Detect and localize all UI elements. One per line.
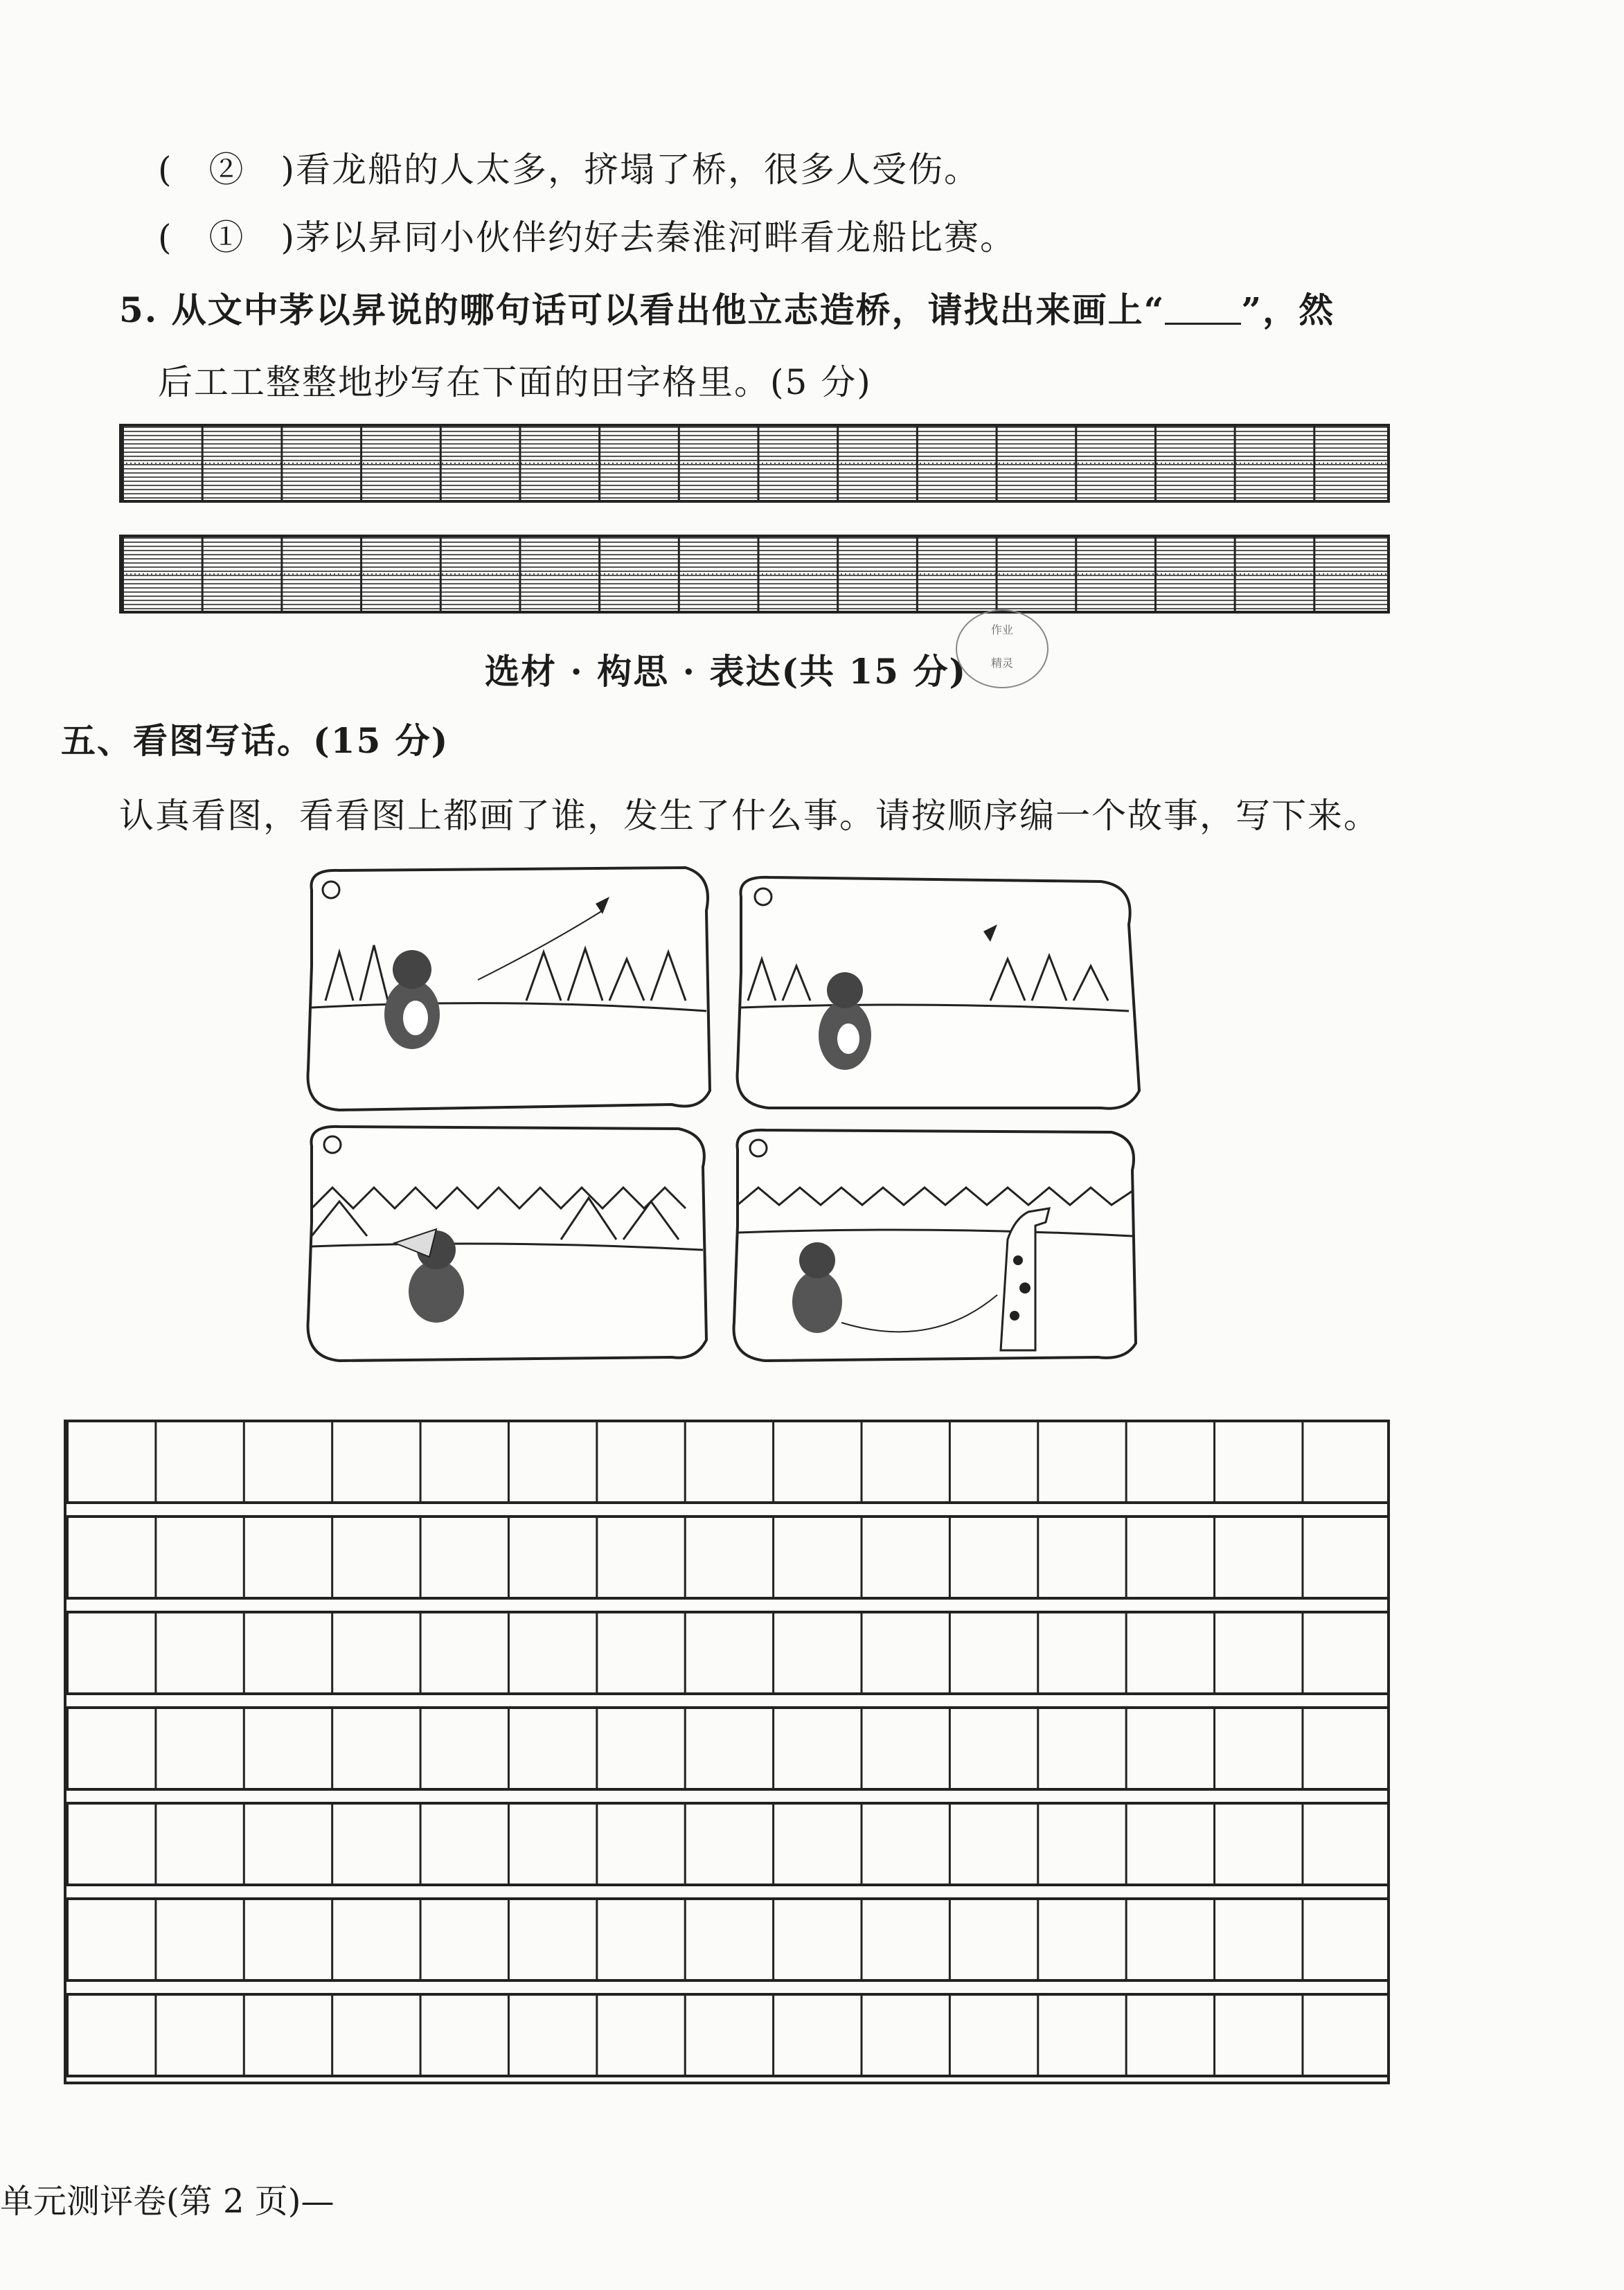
question-five-instruction: 认真看图，看看图上都画了谁，发生了什么事。请按顺序编一个故事，写下来。 (119, 796, 1380, 836)
answer-blank[interactable] (1165, 295, 1241, 325)
order-item-1: ( ① )茅以昇同小伙伴约好去秦淮河畔看龙船比赛。 (158, 217, 1017, 258)
grid-row[interactable] (66, 1993, 1387, 2077)
grid-row[interactable] (66, 1897, 1387, 1982)
question-5-text-end: ”，然 (1241, 289, 1335, 330)
grid-row[interactable] (66, 1611, 1387, 1695)
section-heading: 选材 · 构思 · 表达(共 15 分) (485, 651, 967, 692)
picture-panel-4 (724, 1122, 1143, 1364)
grid-row[interactable] (66, 1706, 1387, 1791)
stamp-text-2: 精灵 (990, 656, 1013, 670)
tianzige-row-1[interactable] (119, 424, 1390, 503)
question-5 (119, 283, 1335, 332)
grid-row[interactable] (66, 1515, 1387, 1600)
writing-grid[interactable] (64, 1420, 1390, 2084)
question-five-title: 五、看图写话。(15 分) (61, 720, 449, 761)
tianzige-row-2[interactable] (119, 535, 1390, 614)
picture-panel-3 (298, 1118, 713, 1364)
grid-row[interactable] (66, 1802, 1387, 1886)
stamp-text-1: 作业 (990, 623, 1013, 636)
page-footer: 单元测评卷(第 2 页)— (0, 2182, 334, 2221)
stamp-logo (956, 609, 1049, 688)
picture-panel-2 (727, 869, 1143, 1115)
question-5-line2: 后工工整整地抄写在下面的田字格里。(5 分) (158, 362, 872, 402)
question-5-text: 5. 从文中茅以昇说的哪句话可以看出他立志造桥，请找出来画上“ (119, 289, 1166, 330)
picture-panel-1 (298, 862, 720, 1115)
grid-row[interactable] (66, 1420, 1387, 1504)
order-item-2: ( ② )看龙船的人太多，挤塌了桥，很多人受伤。 (158, 150, 981, 190)
